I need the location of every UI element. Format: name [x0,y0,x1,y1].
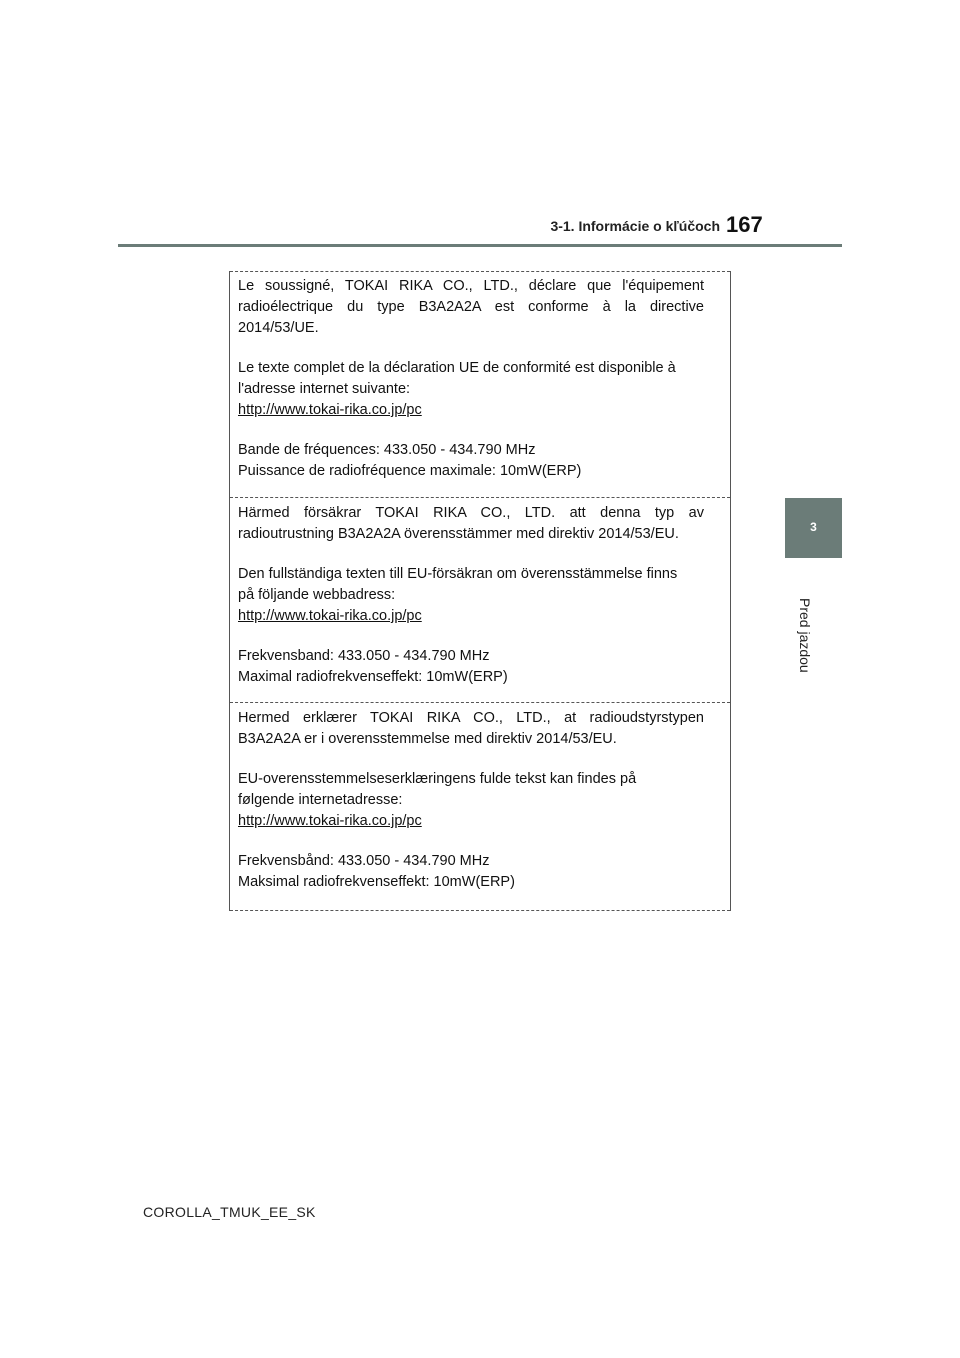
chapter-tab [785,498,842,558]
text-line: Frekvensbånd: 433.050 - 434.790 MHz [238,853,490,869]
text-line: Maximal radiofrekvenseffekt: 10mW(ERP) [238,669,508,685]
text-line: Maksimal radiofrekvenseffekt: 10mW(ERP) [238,874,515,890]
text-line: Hermed erklærer TOKAI RIKA CO., LTD., at radioudstyrstypen [238,710,704,726]
text-line: EU-overensstemmelseserklæringens fulde tekst kan findes på [238,771,637,787]
text-line: B3A2A2A er i overensstemmelse med direktiv 2014/53/EU. [238,731,617,747]
declaration-section-fr [230,271,730,497]
header-divider [118,244,842,247]
text-line: følgende internetadresse: [238,792,403,808]
document-code: COROLLA_TMUK_EE_SK [143,1204,316,1220]
text-line: Puissance de radiofréquence maximale: 10mW(ERP) [238,463,582,479]
text-line: Den fullständiga texten till EU-försäkran om överensstämmelse finns [238,566,678,582]
text-line: l'adresse internet suivante: [238,381,411,397]
declaration-section-da [230,702,730,911]
declaration-link[interactable]: http://www.tokai-rika.co.jp/pc [238,608,422,624]
text-line: radioélectrique du type B3A2A2A est conforme à la directive [238,299,704,315]
text-line: Bande de fréquences: 433.050 - 434.790 MHz [238,442,536,458]
text-line: radioutrustning B3A2A2A överensstämmer med direktiv 2014/53/EU. [238,526,679,542]
text-line: 2014/53/UE. [238,320,319,336]
chapter-label: Pred jazdou [797,598,813,673]
text-line: på följande webbadress: [238,587,396,603]
text-line: Le texte complet de la déclaration UE de conformité est disponible à [238,360,676,376]
declaration-link[interactable]: http://www.tokai-rika.co.jp/pc [238,402,422,418]
declaration-link[interactable]: http://www.tokai-rika.co.jp/pc [238,813,422,829]
section-title: 3-1. Informácie o kľúčoch [550,218,720,234]
chapter-number: 3 [810,520,817,534]
text-line: Le soussigné, TOKAI RIKA CO., LTD., déclare que l'équipement [238,278,704,294]
declaration-box [229,271,731,911]
page-number: 167 [726,212,763,237]
text-line: Härmed försäkrar TOKAI RIKA CO., LTD. att denna typ av [238,505,704,521]
text-line: Frekvensband: 433.050 - 434.790 MHz [238,648,490,664]
declaration-section-sv [230,497,730,702]
